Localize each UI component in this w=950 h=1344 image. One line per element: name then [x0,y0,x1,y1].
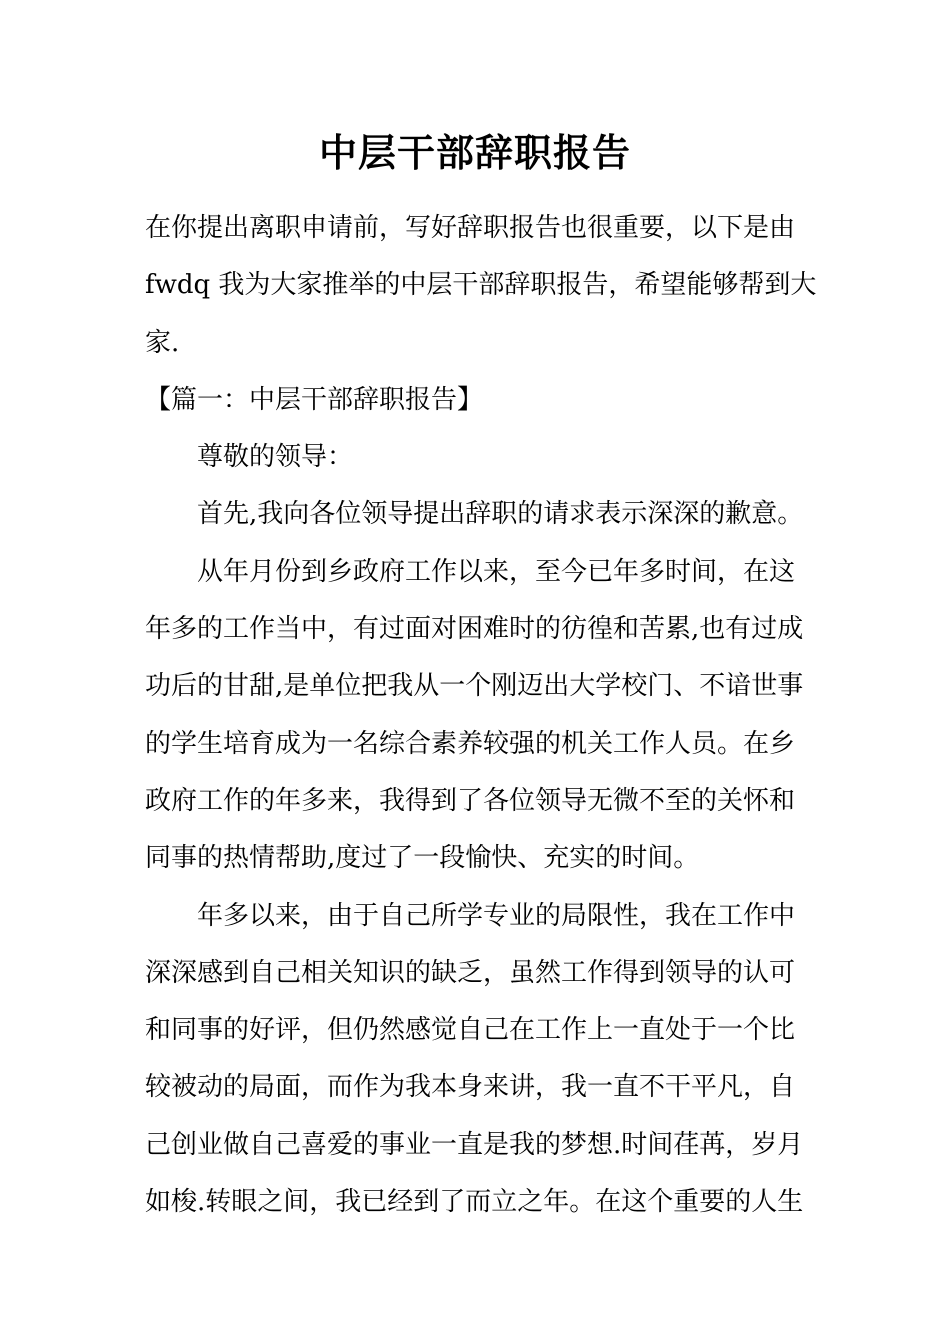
text-line: 功后的甘甜,是单位把我从一个刚迈出大学校门、不谙世事 [145,671,804,702]
text-line: 和同事的好评，但仍然感觉自己在工作上一直处于一个比 [145,1015,796,1046]
text-line: 同事的热情帮助,度过了一段愉快、充实的时间。 [145,843,700,874]
text-line: 年多以来，由于自己所学专业的局限性，我在工作中 [197,900,796,931]
text-line: 如梭.转眼之间，我已经到了而立之年。在这个重要的人生 [145,1187,804,1218]
text-line: 从年月份到乡政府工作以来，至今已年多时间，在这 [197,556,796,587]
text-line: 首先,我向各位领导提出辞职的请求表示深深的歉意。 [197,499,804,530]
text-line: 深深感到自己相关知识的缺乏，虽然工作得到领导的认可 [145,957,796,988]
text-line: 家. [145,327,180,358]
document-body [145,200,817,1231]
text-line: 的学生培育成为一名综合素养较强的机关工作人员。在乡 [145,728,796,759]
text-line: 较被动的局面，而作为我本身来讲，我一直不干平凡，自 [145,1072,796,1103]
text-line: 在你提出离职申请前，写好辞职报告也很重要，以下是由 [145,213,796,243]
document-title: 中层干部辞职报告 [318,130,631,175]
text-line: 尊敬的领导： [197,442,354,473]
text-line: 己创业做自己喜爱的事业一直是我的梦想.时间荏苒，岁月 [145,1129,804,1160]
text-line: 年多的工作当中，有过面对困难时的彷徨和苦累,也有过成 [145,614,804,645]
text-line: 政府工作的年多来，我得到了各位领导无微不至的关怀和 [145,785,796,816]
text-line: fwdq 我为大家推举的中层干部辞职报告，希望能够帮到大 [145,270,817,301]
text-line: 【篇一：中层干部辞职报告】 [145,384,484,415]
